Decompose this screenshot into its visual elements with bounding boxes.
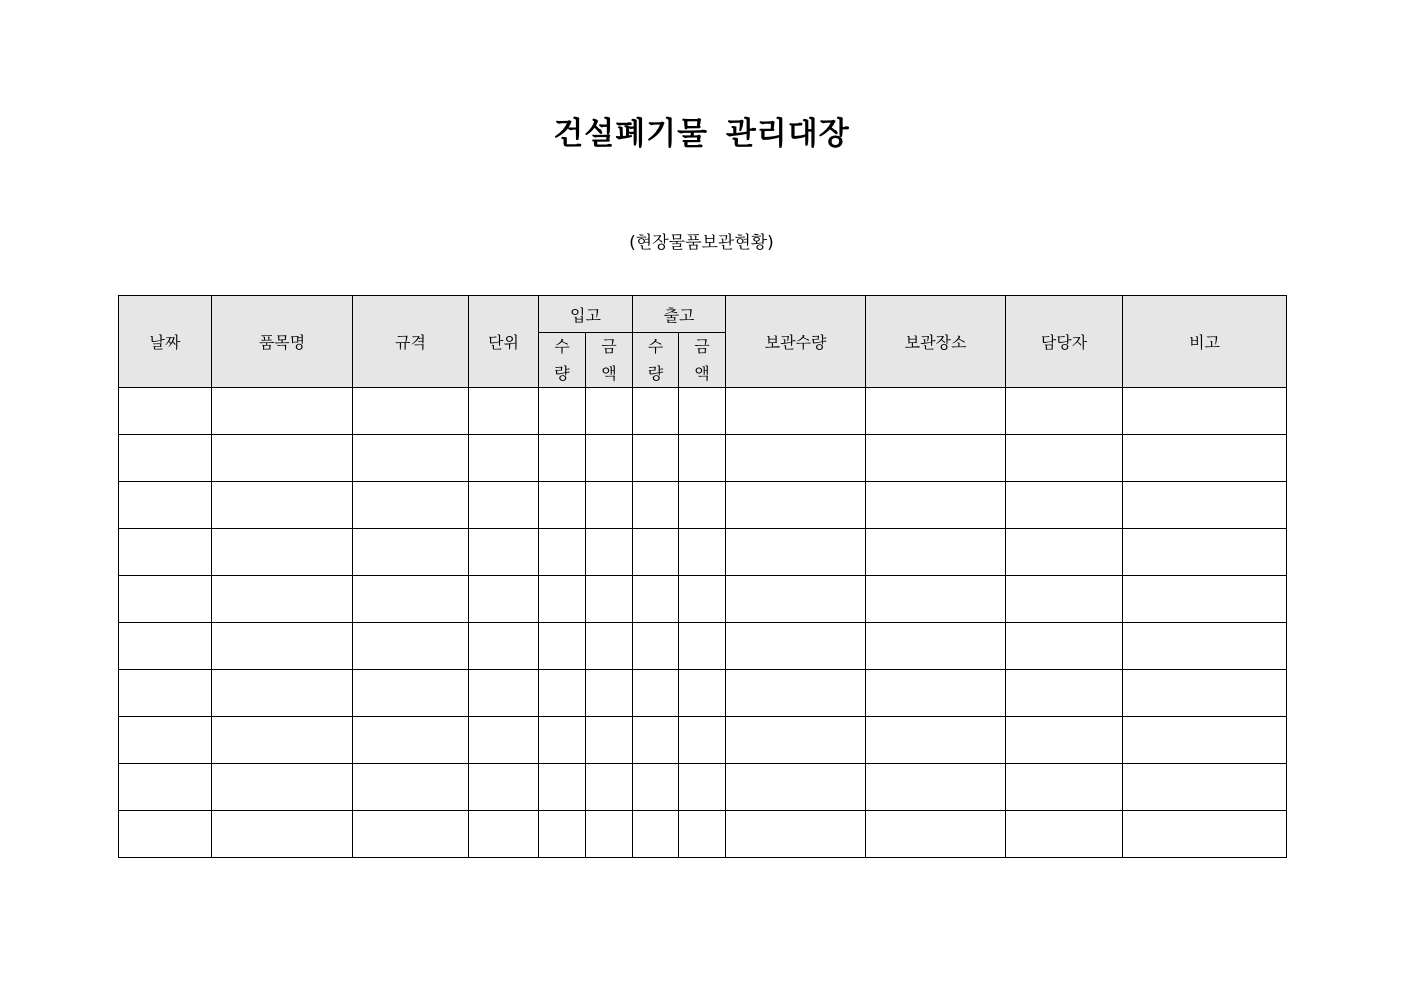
table-cell[interactable]: [353, 435, 469, 482]
table-cell[interactable]: [119, 576, 212, 623]
table-cell[interactable]: [679, 811, 726, 858]
table-cell[interactable]: [119, 764, 212, 811]
table-cell[interactable]: [633, 811, 679, 858]
table-cell[interactable]: [633, 623, 679, 670]
table-cell[interactable]: [586, 764, 633, 811]
table-cell[interactable]: [119, 623, 212, 670]
table-cell[interactable]: [586, 529, 633, 576]
table-cell[interactable]: [539, 388, 586, 435]
table-row: [119, 811, 1287, 858]
table-cell[interactable]: [1123, 576, 1287, 623]
ledger-table: [118, 295, 1287, 858]
table-cell[interactable]: [212, 764, 353, 811]
table-cell[interactable]: [866, 670, 1006, 717]
table-row: [119, 764, 1287, 811]
table-cell[interactable]: [679, 764, 726, 811]
table-cell[interactable]: [1006, 482, 1123, 529]
table-cell[interactable]: [1006, 388, 1123, 435]
table-cell[interactable]: [469, 576, 539, 623]
table-cell[interactable]: [539, 811, 586, 858]
table-cell[interactable]: [1123, 811, 1287, 858]
header-char: 금: [601, 337, 617, 356]
table-cell[interactable]: [353, 388, 469, 435]
table-cell[interactable]: [679, 529, 726, 576]
table-cell[interactable]: [679, 717, 726, 764]
table-cell[interactable]: [1123, 435, 1287, 482]
table-cell[interactable]: [1006, 670, 1123, 717]
table-cell[interactable]: [119, 388, 212, 435]
header-incoming-amount: [586, 333, 633, 388]
table-cell[interactable]: [353, 623, 469, 670]
table-cell[interactable]: [726, 670, 866, 717]
table-cell[interactable]: [539, 576, 586, 623]
table-cell[interactable]: [726, 435, 866, 482]
table-cell[interactable]: [586, 576, 633, 623]
header-manager: 담당자: [1006, 296, 1123, 388]
table-cell[interactable]: [586, 670, 633, 717]
table-cell[interactable]: [212, 670, 353, 717]
header-unit: 단위: [469, 296, 539, 388]
table-header: [119, 296, 1287, 388]
table-cell[interactable]: [726, 529, 866, 576]
table-cell[interactable]: [726, 482, 866, 529]
table-cell[interactable]: [119, 529, 212, 576]
table-cell[interactable]: [1006, 435, 1123, 482]
table-cell[interactable]: [726, 576, 866, 623]
table-row: [119, 482, 1287, 529]
table-cell[interactable]: [212, 388, 353, 435]
table-cell[interactable]: [679, 670, 726, 717]
table-cell[interactable]: [212, 529, 353, 576]
table-cell[interactable]: [866, 717, 1006, 764]
table-cell[interactable]: [353, 811, 469, 858]
table-cell[interactable]: [633, 576, 679, 623]
table-cell[interactable]: [353, 670, 469, 717]
table-cell[interactable]: [633, 717, 679, 764]
table-cell[interactable]: [866, 482, 1006, 529]
table-cell[interactable]: [1123, 388, 1287, 435]
header-char: 액: [694, 364, 710, 383]
header-char: 량: [554, 364, 570, 383]
table-cell[interactable]: [212, 811, 353, 858]
table-cell[interactable]: [119, 670, 212, 717]
table-cell[interactable]: [212, 482, 353, 529]
header-storage-place: 보관장소: [866, 296, 1006, 388]
table-cell[interactable]: [586, 388, 633, 435]
table-cell[interactable]: [679, 576, 726, 623]
table-cell[interactable]: [1123, 670, 1287, 717]
document-title: 건설폐기물 관리대장: [553, 116, 850, 152]
header-outgoing-quantity: [633, 333, 679, 388]
header-outgoing: 출고: [633, 296, 726, 333]
table-cell[interactable]: [353, 717, 469, 764]
table-cell[interactable]: [586, 811, 633, 858]
table-row: [119, 576, 1287, 623]
table-cell[interactable]: [353, 764, 469, 811]
table-cell[interactable]: [469, 529, 539, 576]
table-cell[interactable]: [1006, 529, 1123, 576]
table-row: [119, 670, 1287, 717]
table-cell[interactable]: [469, 764, 539, 811]
table-cell[interactable]: [212, 435, 353, 482]
table-cell[interactable]: [1123, 482, 1287, 529]
table-cell[interactable]: [679, 482, 726, 529]
table-cell[interactable]: [469, 811, 539, 858]
table-cell[interactable]: [726, 764, 866, 811]
table-cell[interactable]: [469, 670, 539, 717]
table-cell[interactable]: [1123, 717, 1287, 764]
table-cell[interactable]: [119, 482, 212, 529]
header-date: 날짜: [119, 296, 212, 388]
table-cell[interactable]: [119, 435, 212, 482]
table-cell[interactable]: [633, 764, 679, 811]
table-row: [119, 623, 1287, 670]
table-cell[interactable]: [586, 623, 633, 670]
table-cell[interactable]: [1006, 811, 1123, 858]
table-cell[interactable]: [1123, 529, 1287, 576]
table-cell[interactable]: [353, 576, 469, 623]
header-char: 수: [647, 337, 664, 356]
table-cell[interactable]: [866, 764, 1006, 811]
table-cell[interactable]: [586, 482, 633, 529]
table-cell[interactable]: [726, 388, 866, 435]
table-cell[interactable]: [539, 623, 586, 670]
table-cell[interactable]: [469, 482, 539, 529]
header-incoming-quantity: [539, 333, 586, 388]
table-cell[interactable]: [1123, 623, 1287, 670]
table-cell[interactable]: [469, 623, 539, 670]
table-cell[interactable]: [726, 717, 866, 764]
table-cell[interactable]: [1123, 764, 1287, 811]
table-cell[interactable]: [586, 717, 633, 764]
table-cell[interactable]: [726, 623, 866, 670]
header-char: 량: [647, 364, 664, 383]
table-cell[interactable]: [212, 576, 353, 623]
table-body: [119, 388, 1287, 858]
table-cell[interactable]: [726, 811, 866, 858]
table-row: [119, 717, 1287, 764]
table-cell[interactable]: [469, 388, 539, 435]
table-cell[interactable]: [866, 435, 1006, 482]
header-outgoing-amount: [679, 333, 726, 388]
table-cell[interactable]: [679, 435, 726, 482]
table-cell[interactable]: [539, 529, 586, 576]
table-cell[interactable]: [539, 670, 586, 717]
table-cell[interactable]: [539, 482, 586, 529]
table-cell[interactable]: [679, 623, 726, 670]
table-cell[interactable]: [1006, 623, 1123, 670]
header-char: 액: [601, 364, 617, 383]
table-cell[interactable]: [1006, 764, 1123, 811]
table-cell[interactable]: [119, 811, 212, 858]
table-cell[interactable]: [866, 529, 1006, 576]
header-spec: 규격: [353, 296, 469, 388]
table-row: [119, 388, 1287, 435]
table-cell[interactable]: [539, 717, 586, 764]
header-incoming: 입고: [539, 296, 633, 333]
table-cell[interactable]: [866, 576, 1006, 623]
table-cell[interactable]: [633, 388, 679, 435]
header-char: 금: [694, 337, 710, 356]
table-cell[interactable]: [212, 717, 353, 764]
table-cell[interactable]: [212, 623, 353, 670]
table-cell[interactable]: [469, 435, 539, 482]
table-cell[interactable]: [633, 670, 679, 717]
table-cell[interactable]: [866, 811, 1006, 858]
header-item-name: 품목명: [212, 296, 353, 388]
table-cell[interactable]: [353, 529, 469, 576]
table-cell[interactable]: [469, 717, 539, 764]
table-cell[interactable]: [586, 435, 633, 482]
table-cell[interactable]: [539, 435, 586, 482]
header-char: 수: [554, 337, 570, 356]
table-cell[interactable]: [866, 623, 1006, 670]
table-cell[interactable]: [119, 717, 212, 764]
table-cell[interactable]: [1006, 717, 1123, 764]
header-remarks: 비고: [1123, 296, 1287, 388]
table-cell[interactable]: [539, 764, 586, 811]
table-cell[interactable]: [633, 482, 679, 529]
header-storage-quantity: 보관수량: [726, 296, 866, 388]
table-cell[interactable]: [1006, 576, 1123, 623]
document-subtitle: (현장물품보관현황): [629, 233, 774, 253]
table-cell[interactable]: [866, 388, 1006, 435]
table-cell[interactable]: [633, 529, 679, 576]
table-row: [119, 529, 1287, 576]
table-cell[interactable]: [633, 435, 679, 482]
table-row: [119, 435, 1287, 482]
table-cell[interactable]: [353, 482, 469, 529]
table-cell[interactable]: [679, 388, 726, 435]
